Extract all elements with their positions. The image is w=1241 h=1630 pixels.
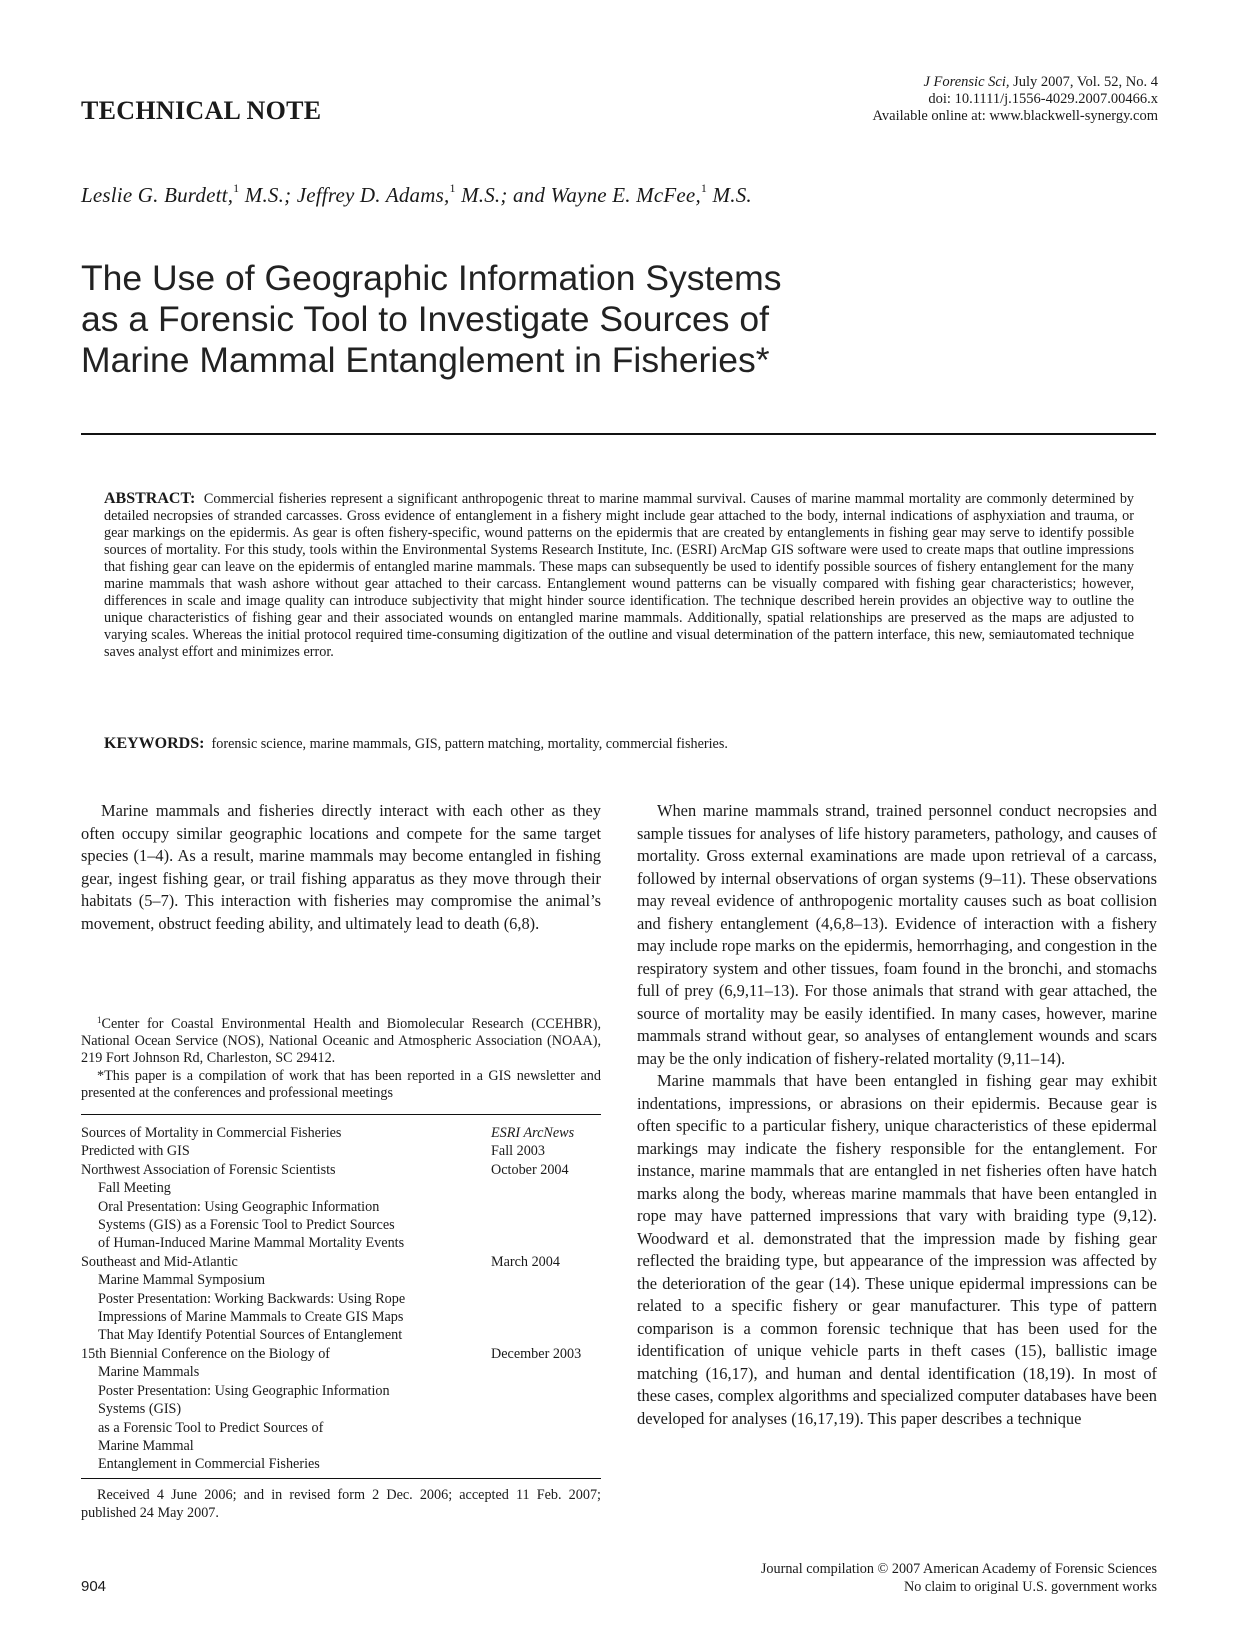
- doi: doi: 10.1111/j.1556-4029.2007.00466.x: [928, 91, 1158, 107]
- table-row: [81, 1290, 601, 1308]
- table-row: [81, 1161, 601, 1179]
- presentation-text: Systems (GIS) as a Forensic Tool to Predict Sources: [98, 1217, 395, 1234]
- presentation-date: March 2004: [491, 1253, 560, 1270]
- keywords-heading: KEYWORDS:: [104, 735, 205, 752]
- presentation-text: Marine Mammals: [98, 1364, 200, 1381]
- presentation-text: Entanglement in Commercial Fisheries: [98, 1456, 320, 1473]
- author-affiliation-mark: 1: [700, 181, 708, 195]
- abstract-heading: ABSTRACT:: [104, 490, 196, 507]
- table-row: [81, 1382, 601, 1400]
- presentation-date: [491, 1382, 601, 1400]
- presentation-date: [491, 1363, 601, 1381]
- table-row: [81, 1142, 601, 1160]
- table-row: [81, 1308, 601, 1326]
- presentation-date: [491, 1216, 601, 1234]
- presentation-date: [491, 1308, 601, 1326]
- affiliation-note: [81, 1016, 601, 1068]
- presentation-text: Marine Mammal: [98, 1437, 194, 1454]
- copyright-notice: [761, 1560, 1157, 1596]
- presentation-date: December 2003: [491, 1345, 582, 1362]
- journal-name: J Forensic Sci,: [923, 74, 1010, 90]
- presentation-text: 15th Biennial Conference on the Biology of: [81, 1345, 331, 1362]
- presentation-text: Predicted with GIS: [81, 1143, 190, 1160]
- table-row: [81, 1124, 601, 1142]
- presentation-date: [491, 1419, 601, 1437]
- title-line: as a Forensic Tool to Investigate Sources of: [81, 299, 770, 339]
- presentation-text: Oral Presentation: Using Geographic Information: [98, 1198, 380, 1215]
- section-label: TECHNICAL NOTE: [81, 96, 322, 125]
- presentation-date: [491, 1234, 601, 1252]
- presentation-date: [491, 1326, 601, 1344]
- table-row: [81, 1400, 601, 1418]
- presentation-text: Sources of Mortality in Commercial Fisheries: [81, 1125, 342, 1141]
- presentation-date: [491, 1198, 601, 1216]
- presentation-date: October 2004: [491, 1161, 569, 1178]
- author-list: [81, 183, 752, 208]
- table-row: [81, 1216, 601, 1234]
- table-row: [81, 1271, 601, 1289]
- presentation-date: [491, 1400, 601, 1418]
- keywords-text: forensic science, marine mammals, GIS, pattern matching, mortality, commercial fisheries.: [211, 736, 728, 752]
- body-column-right: [637, 800, 1157, 1430]
- table-row: [81, 1326, 601, 1344]
- presentation-date: [491, 1437, 601, 1455]
- page-number: 904: [81, 1578, 107, 1595]
- table-row: [81, 1234, 601, 1252]
- presentation-text: Northwest Association of Forensic Scientists: [81, 1161, 336, 1178]
- author-degree: M.S.;: [239, 183, 297, 207]
- author-name: Jeffrey D. Adams,: [296, 183, 450, 207]
- presentation-date: Fall 2003: [491, 1143, 545, 1160]
- journal-issue: July 2007, Vol. 52, No. 4: [1009, 74, 1158, 90]
- presentation-text: Southeast and Mid-Atlantic: [81, 1253, 238, 1270]
- footnote-table-top-rule: [81, 1114, 601, 1115]
- journal-info: [873, 74, 1158, 125]
- presentation-text: Marine Mammal Symposium: [98, 1272, 266, 1289]
- table-row: [81, 1419, 601, 1437]
- table-row: [81, 1437, 601, 1455]
- table-row: [81, 1179, 601, 1197]
- presentation-date: [491, 1290, 601, 1308]
- presentation-text: Systems (GIS): [98, 1401, 182, 1418]
- presentation-text: Poster Presentation: Using Geographic Information: [98, 1382, 390, 1399]
- title-line: Marine Mammal Entanglement in Fisheries*: [81, 340, 770, 380]
- availability-line: Available online at: www.blackwell-synergy.com: [872, 108, 1158, 124]
- author-degree: M.S.: [707, 183, 752, 207]
- presentation-date: ESRI ArcNews: [491, 1125, 575, 1141]
- presentation-text: as a Forensic Tool to Predict Sources of: [98, 1419, 324, 1436]
- author-degree: M.S.; and: [455, 183, 551, 207]
- author-affiliation-mark: 1: [449, 181, 456, 195]
- abstract: [104, 490, 1134, 661]
- presentation-date: [491, 1271, 601, 1289]
- table-row: [81, 1363, 601, 1381]
- abstract-text: Commercial fisheries represent a significant anthropogenic threat to marine mammal survival. Causes of marine mammal mortality are commonly determined by detailed necropsies of stranded carcasses. Gross evidence of entanglement in a fishery might include gear attached to the body, internal indications of asphyxiation and trauma, or gear markings on the epidermis. As gear is often fishery-specific, wound patterns on the epidermis that are created by entanglements in fishing gear may serve to identify possible sources of mortality. For this study, tools within the Environmental Systems Research Institute, Inc. (ESRI) ArcMap GIS software were used to create maps that outline impressions that fishing gear can leave on the epidermis of entangled marine mammals. These maps can subsequently be used to identify possible sources of fishery entanglement for the many marine mammals that wash ashore without gear attached to their carcass. Entanglement wound patterns can be visually compared with fishing gear characteristics; however, differences in scale and image quality can introduce subjectivity that might hinder source identification. The technique described herein provides an objective way to outline the unique characteristics of fishing gear and their associated wounds on entangled marine mammals. Additionally, spatial relationships are preserved as the maps are adjusted to varying scales. Whereas the initial protocol required time-consuming digitization of the outline and visual determination of the pattern interface, this new, semiautomated technique saves analyst effort and minimizes error.: [104, 491, 1135, 660]
- keywords: [104, 735, 728, 753]
- journal-citation: [873, 74, 1158, 91]
- footnote: [81, 1016, 601, 1102]
- affiliation-text: Center for Coastal Environmental Health and Biomolecular Research (CCEHBR), National Ocean Service (NOS), National Oceanic and Atmospheric Association (NOAA), 219 Fort Johnson Rd, Charleston, SC 29412.: [81, 1016, 601, 1067]
- table-row: [81, 1253, 601, 1271]
- presentation-text: That May Identify Potential Sources of Entanglement: [98, 1327, 403, 1344]
- table-row: [81, 1455, 601, 1473]
- footnote-table-bottom-rule: [81, 1478, 601, 1479]
- presentations-table: [81, 1124, 601, 1474]
- author-name: Wayne E. McFee,: [550, 183, 701, 207]
- compilation-note: *This paper is a compilation of work that has been reported in a GIS newsletter and presented at the conferences and professional meetings: [81, 1067, 601, 1101]
- presentation-date: [491, 1179, 601, 1197]
- copyright-line: Journal compilation © 2007 American Academy of Forensic Sciences: [760, 1561, 1157, 1577]
- title-divider: [81, 433, 1156, 435]
- body-paragraph: Marine mammals and fisheries directly interact with each other as they often occupy similar geographic locations and compete for the same target species (1–4). As a result, marine mammals may become entangled in fishing gear, ingest fishing gear, or trail fishing apparatus as they move through their habitats (5–7). This interaction with fisheries may compromise the animal’s movement, obstruct feeding ability, and ultimately lead to death (6,8).: [81, 801, 601, 933]
- body-paragraph: When marine mammals strand, trained personnel conduct necropsies and sample tissues for analyses of life history parameters, pathology, and causes of mortality. Gross external examinations are made upon retrieval of a carcass, followed by internal observations of organ systems (9–11). These observations may reveal evidence of anthropogenic mortality causes such as boat collision and fishery entanglement (4,6,8–13). Evidence of interaction with a fishery may include rope marks on the epidermis, hemorrhaging, and congestion in the respiratory system and other tissues, foam found in the bronchi, and stomachs full of prey (6,9,11–13). For those animals that strand with gear attached, the source of mortality may be easily identified. In many cases, however, marine mammals strand without gear, so analyses of entanglement wounds and scars may be the only indication of fishery-related mortality (9,11–14).: [637, 801, 1157, 1068]
- author-affiliation-mark: 1: [233, 181, 240, 195]
- table-row: [81, 1345, 601, 1363]
- presentation-text: Impressions of Marine Mammals to Create GIS Maps: [98, 1309, 404, 1326]
- presentation-date: [491, 1455, 601, 1473]
- author-name: Leslie G. Burdett,: [81, 183, 234, 207]
- copyright-line: No claim to original U.S. government works: [904, 1579, 1157, 1595]
- table-row: [81, 1198, 601, 1216]
- paper-title: [81, 258, 901, 381]
- body-paragraph: Marine mammals that have been entangled in fishing gear may exhibit indentations, impressions, or abrasions on their epidermis. Because gear is often specific to a particular fishery, unique characteristics of these epidermal markings may indicate the fishery responsible for the entanglement. For instance, marine mammals that are entangled in net fisheries often have hatch marks along the body, whereas marine mammals that have been entangled in rope may have patterned impressions that vary with braiding type (9,12). Woodward et al. demonstrated that the impression made by fishing gear reflected the braiding type, but appearance of the impression was affected by the deterioration of the gear (14). These unique epidermal impressions can be related to a specific fishery or gear manufacturer. This type of pattern comparison is a common forensic technique that has been used for the identification of unique vehicle parts in theft cases (15), ballistic image matching (16,17), and human and dental identification (18,19). In most of these cases, complex algorithms and specialized computer databases have been developed for analyses (16,17,19). This paper describes a technique: [637, 1071, 1157, 1428]
- presentation-text: Poster Presentation: Working Backwards: Using Rope: [98, 1290, 406, 1307]
- affiliation-mark: 1: [97, 1015, 102, 1025]
- received-dates: Received 4 June 2006; and in revised form 2 Dec. 2006; accepted 11 Feb. 2007; published 24 May 2007.: [81, 1487, 601, 1521]
- presentation-text: Fall Meeting: [98, 1180, 171, 1197]
- body-column-left: [81, 800, 601, 935]
- presentation-text: of Human-Induced Marine Mammal Mortality Events: [98, 1235, 405, 1252]
- title-line: The Use of Geographic Information Systems: [81, 258, 782, 298]
